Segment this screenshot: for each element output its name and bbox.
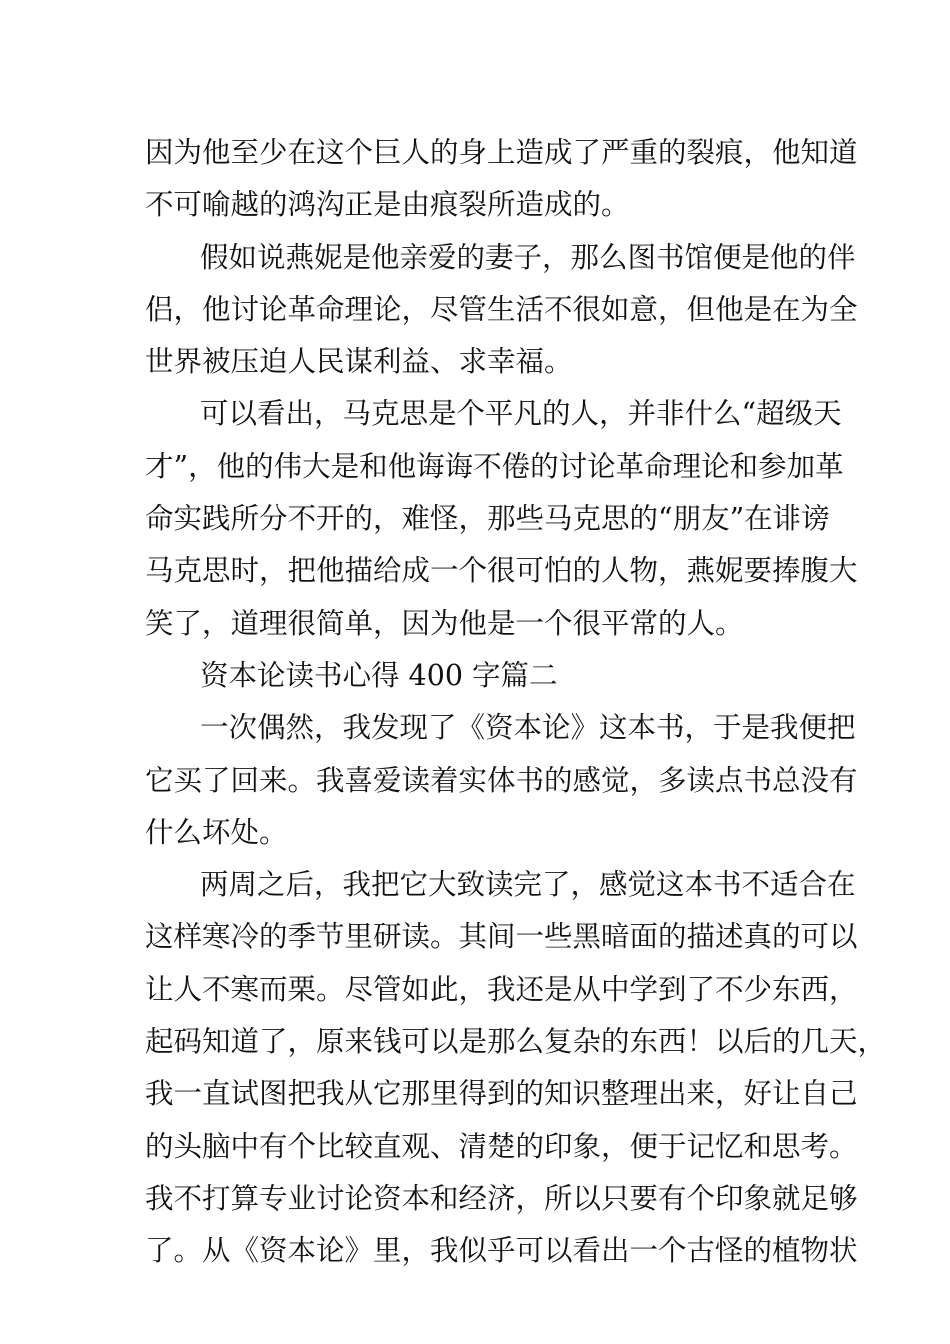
text-line: 因为他至少在这个巨人的身上造成了严重的裂痕，他知道 — [145, 136, 858, 169]
paragraph-first-line: 可以看出，马克思是个平凡的人，并非什么“超级天 — [200, 397, 842, 431]
text-line: 让人不寒而栗。尽管如此，我还是从中学到了不少东西， — [145, 972, 858, 1006]
text-line: 命实践所分不开的，难怪，那些马克思的“朋友”在诽谤 — [145, 502, 830, 536]
text-line: 了。从《资本论》里，我似乎可以看出一个古怪的植物状 — [145, 1234, 858, 1268]
text-line: 世界被压迫人民谋利益、求幸福。 — [145, 345, 573, 379]
document-body — [145, 127, 887, 1278]
paragraph-first-line: 一次偶然，我发现了《资本论》这本书，于是我便把 — [200, 711, 856, 745]
text-line: 笑了，道理很简单，因为他是一个很平常的人。 — [145, 606, 744, 640]
text-line: 这样寒冷的季节里研读。其间一些黑暗面的描述真的可以 — [145, 920, 858, 954]
text-line: 我一直试图把我从它那里得到的知识整理出来，好让自己 — [145, 1077, 858, 1111]
text-line: 我不打算专业讨论资本和经济，所以只要有个印象就足够 — [145, 1181, 858, 1215]
text-line: 的头脑中有个比较直观、清楚的印象，便于记忆和思考。 — [145, 1129, 858, 1163]
text-line: 马克思时，把他描给成一个很可怕的人物，燕妮要捧腹大 — [145, 554, 858, 588]
text-line: 才”，他的伟大是和他诲诲不倦的讨论革命理论和参加革 — [145, 449, 844, 483]
text-line: 什么坏处。 — [145, 815, 288, 849]
text-line: 侣，他讨论革命理论，尽管生活不很如意，但他是在为全 — [145, 292, 858, 326]
paragraph-first-line: 两周之后，我把它大致读完了，感觉这本书不适合在 — [200, 868, 856, 902]
text-line: 它买了回来。我喜爱读着实体书的感觉，多读点书总没有 — [145, 763, 858, 797]
text-line: 不可喻越的鸿沟正是由痕裂所造成的。 — [145, 188, 630, 222]
text-line: 起码知道了，原来钱可以是那么复杂的东西！以后的几天， — [145, 1025, 887, 1059]
paragraph-first-line: 假如说燕妮是他亲爱的妻子，那么图书馆便是他的伴 — [200, 240, 856, 274]
section-heading: 资本论读书心得 400 字篇二 — [200, 658, 558, 692]
